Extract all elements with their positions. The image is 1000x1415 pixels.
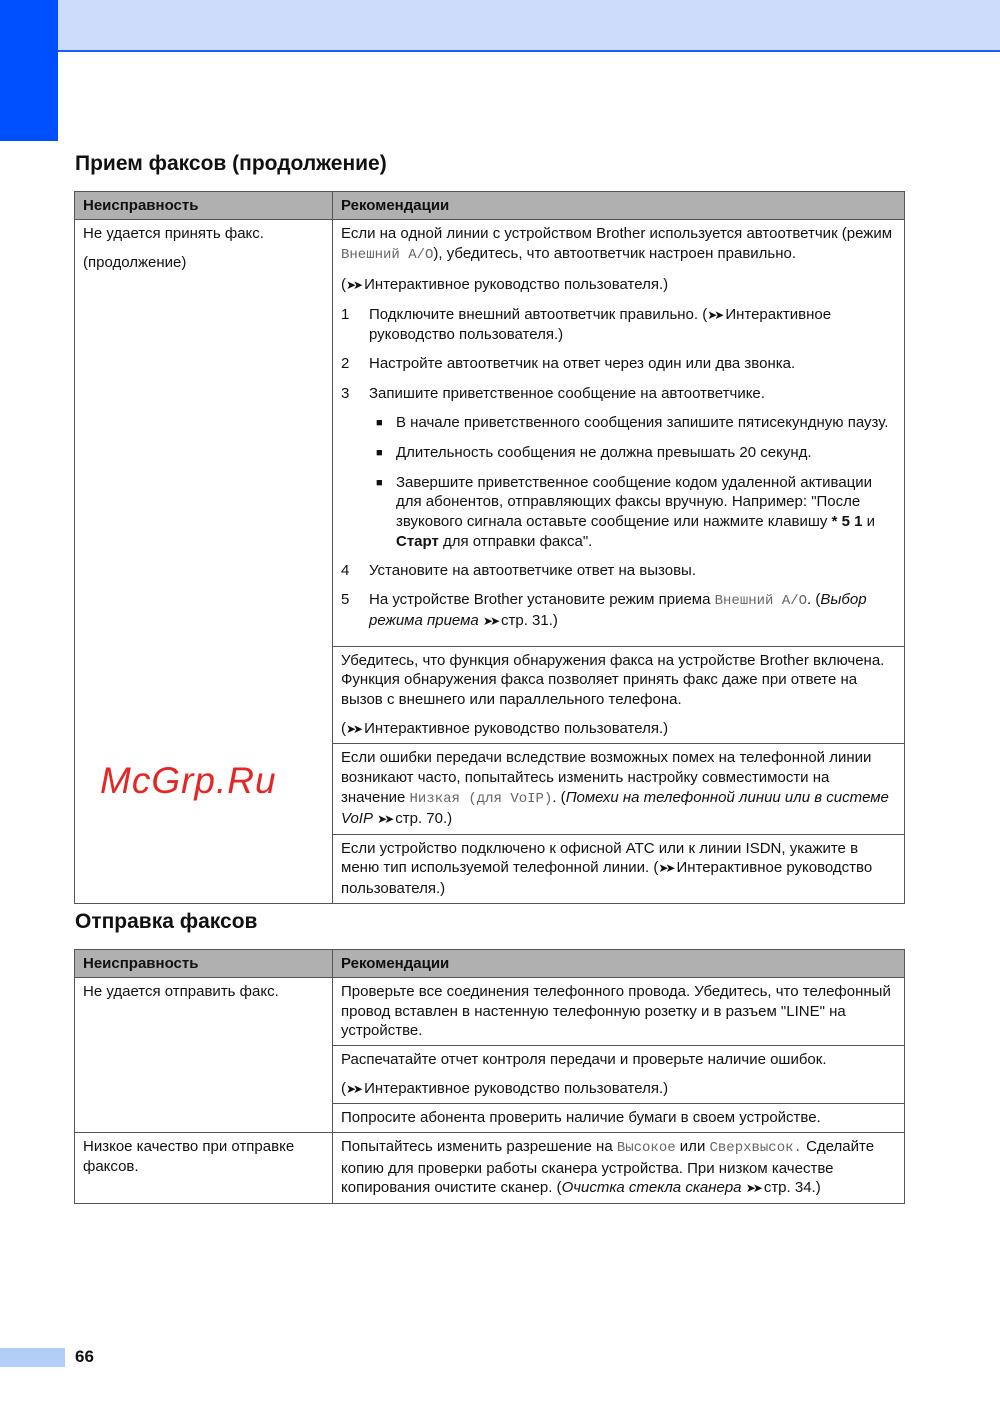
text: Распечатайте отчет контроля передачи и проверьте наличие ошибок. [341, 1050, 827, 1068]
problem-cell [75, 1133, 333, 1204]
step-number: 4 [341, 561, 350, 579]
double-arrow-icon: ➤➤ [707, 307, 722, 322]
square-bullet-icon: ■ [376, 476, 383, 489]
step-text [369, 305, 896, 345]
recommendation-cell [333, 834, 905, 903]
setting-value: Высокое [616, 1140, 676, 1157]
reference-link: Очистка стекла сканера [561, 1179, 742, 1197]
key-label: * 5 1 [831, 513, 863, 531]
text: Проверьте все соединения телефонного провода. Убедитесь, что телефонный провод вставлен в настенную телефонную розетку и в разъем "LINE" на устройстве. [341, 983, 891, 1040]
text: Интерактивное руководство пользователя.) [341, 859, 873, 897]
bullet-text [396, 473, 896, 551]
text: ), убедитесь, что автоответчик настроен правильно. [433, 244, 797, 262]
text: Если на одной линии с устройством Brother используется автоответчик (режим [341, 225, 893, 242]
text: Длительность сообщения не должна превышать 20 секунд. [396, 443, 812, 461]
table-header-row [75, 950, 905, 978]
text: Интерактивное руководство пользователя.) [364, 719, 669, 737]
recommendation-cell [333, 744, 905, 834]
problem-text: Не удается отправить факс. [83, 983, 279, 1000]
table-row [75, 220, 905, 647]
text: . ( [807, 590, 821, 608]
text: и [862, 513, 875, 531]
text: Убедитесь, что функция обнаружения факса на устройстве Brother включена. Функция обнаружения факса позволяет принять факс даже при ответе на вызов с внешнего или параллельного телефона. [341, 651, 885, 708]
setting-value: Внешний A/O [714, 592, 808, 609]
step-number: 1 [341, 305, 350, 323]
reference-link: Выбор режима приема [369, 590, 867, 630]
step-number: 2 [341, 355, 350, 373]
paragraph [341, 982, 896, 1041]
header-problem: Неисправность [75, 950, 333, 978]
recommendation-cell [333, 1104, 905, 1133]
setting-value: Внешний A/O [341, 246, 434, 263]
bullet-text [396, 443, 812, 464]
problem-text: Не удается принять факс. [83, 225, 264, 242]
text: Установите на автоответчике ответ на вызовы. [369, 561, 696, 579]
text: Попросите абонента проверить наличие бумаги в своем устройстве. [341, 1109, 821, 1127]
square-bullet-icon: ■ [376, 416, 383, 429]
numbered-step [341, 384, 896, 404]
double-arrow-icon: ➤➤ [745, 1181, 760, 1196]
paragraph [341, 1137, 896, 1199]
text: стр. 31.) [501, 612, 558, 630]
bullet-item [369, 473, 896, 551]
numbered-step [341, 590, 896, 632]
text: ( [341, 275, 346, 293]
watermark: McGrp.Ru [100, 760, 277, 801]
step-number: 3 [341, 384, 350, 402]
paragraph [341, 719, 896, 740]
paragraph [341, 651, 896, 710]
text: Интерактивное руководство пользователя.) [364, 275, 669, 293]
text: стр. 34.) [763, 1179, 821, 1197]
double-arrow-icon: ➤➤ [482, 614, 497, 629]
paragraph [341, 839, 896, 899]
reference-link: Помехи на телефонной линии или в системе VoIP [341, 788, 889, 828]
key-label: Старт [396, 532, 439, 550]
text: Настройте автоответчик на ответ через один или два звонка. [369, 355, 796, 373]
table-row [75, 1133, 905, 1204]
text: Если устройство подключено к офисной АТС или к линии ISDN, укажите в меню тип используемой телефонной линии. ( [341, 839, 859, 877]
setting-value: Низкая (для VoIP) [409, 790, 553, 807]
text: для отправки факса". [438, 532, 593, 550]
double-arrow-icon: ➤➤ [346, 1081, 361, 1096]
paragraph [341, 224, 896, 265]
recommendation-cell [333, 978, 905, 1046]
square-bullet-icon: ■ [376, 446, 383, 459]
paragraph [341, 1050, 896, 1070]
problem-text: Низкое качество при отправке факсов. [83, 1138, 295, 1175]
numbered-step [341, 305, 896, 345]
section-title-sending: Отправка факсов [75, 910, 258, 933]
text: . ( [552, 788, 566, 806]
paragraph [341, 748, 896, 829]
numbered-step [341, 354, 896, 374]
chapter-tab [0, 0, 58, 141]
text: Интерактивное руководство пользователя.) [364, 1079, 669, 1097]
text: стр. 70.) [395, 810, 453, 828]
paragraph [341, 275, 896, 296]
header-recommendations: Рекомендации [333, 192, 905, 220]
text: Попытайтесь изменить разрешение на [341, 1138, 617, 1156]
text: Интерактивное руководство пользователя.) [369, 305, 832, 344]
header-band [58, 0, 1000, 52]
double-arrow-icon: ➤➤ [346, 277, 361, 292]
problem-text: (продолжение) [83, 254, 187, 272]
page-number: 66 [75, 1347, 94, 1366]
double-arrow-icon: ➤➤ [346, 721, 361, 736]
text: Сделайте копию для проверки работы сканера устройства. При низком качестве копирования очистите сканер. ( [341, 1138, 875, 1197]
paragraph [341, 1108, 896, 1128]
text: Подключите внешний автоответчик правильно. ( [369, 305, 708, 323]
recommendation-cell [333, 1045, 905, 1104]
bullet-text [396, 413, 888, 434]
step-number: 5 [341, 590, 350, 608]
table-row [75, 978, 905, 1046]
step-text [369, 354, 795, 374]
recommendation-cell [333, 220, 905, 647]
problem-cell [75, 978, 333, 1133]
step-text [369, 384, 765, 404]
recommendation-cell [333, 646, 905, 744]
double-arrow-icon: ➤➤ [377, 812, 392, 827]
sending-troubleshooting-table [74, 949, 905, 1204]
header-recommendations: Рекомендации [333, 950, 905, 978]
paragraph [341, 1079, 896, 1100]
text: ( [341, 719, 346, 737]
text: В начале приветственного сообщения запишите пятисекундную паузу. [396, 413, 889, 431]
step-text [369, 561, 696, 581]
section-title-receiving: Прием факсов (продолжение) [75, 152, 387, 175]
table-header-row [75, 192, 905, 220]
bullet-item [369, 413, 896, 434]
step-text [369, 590, 896, 632]
text: Запишите приветственное сообщение на автоответчике. [369, 384, 765, 402]
text: или [675, 1138, 710, 1156]
text: На устройстве Brother установите режим приема [369, 590, 715, 608]
text: ( [341, 1079, 346, 1097]
page-number-bar [0, 1348, 65, 1367]
header-problem: Неисправность [75, 192, 333, 220]
bullet-item [369, 443, 896, 464]
text: Завершите приветственное сообщение кодом удаленной активации для абонентов, отправляющих факсы вручную. Например: "После звукового сигнала оставьте сообщение или нажмите клавишу [396, 473, 873, 531]
numbered-step [341, 561, 896, 581]
setting-value: Сверхвысок. [709, 1140, 802, 1157]
double-arrow-icon: ➤➤ [658, 861, 673, 876]
text: Если ошибки передачи вследствие возможных помех на телефонной линии возникают часто, попытайтесь изменить настройку совместимости на значение [341, 749, 872, 806]
recommendation-cell [333, 1133, 905, 1204]
